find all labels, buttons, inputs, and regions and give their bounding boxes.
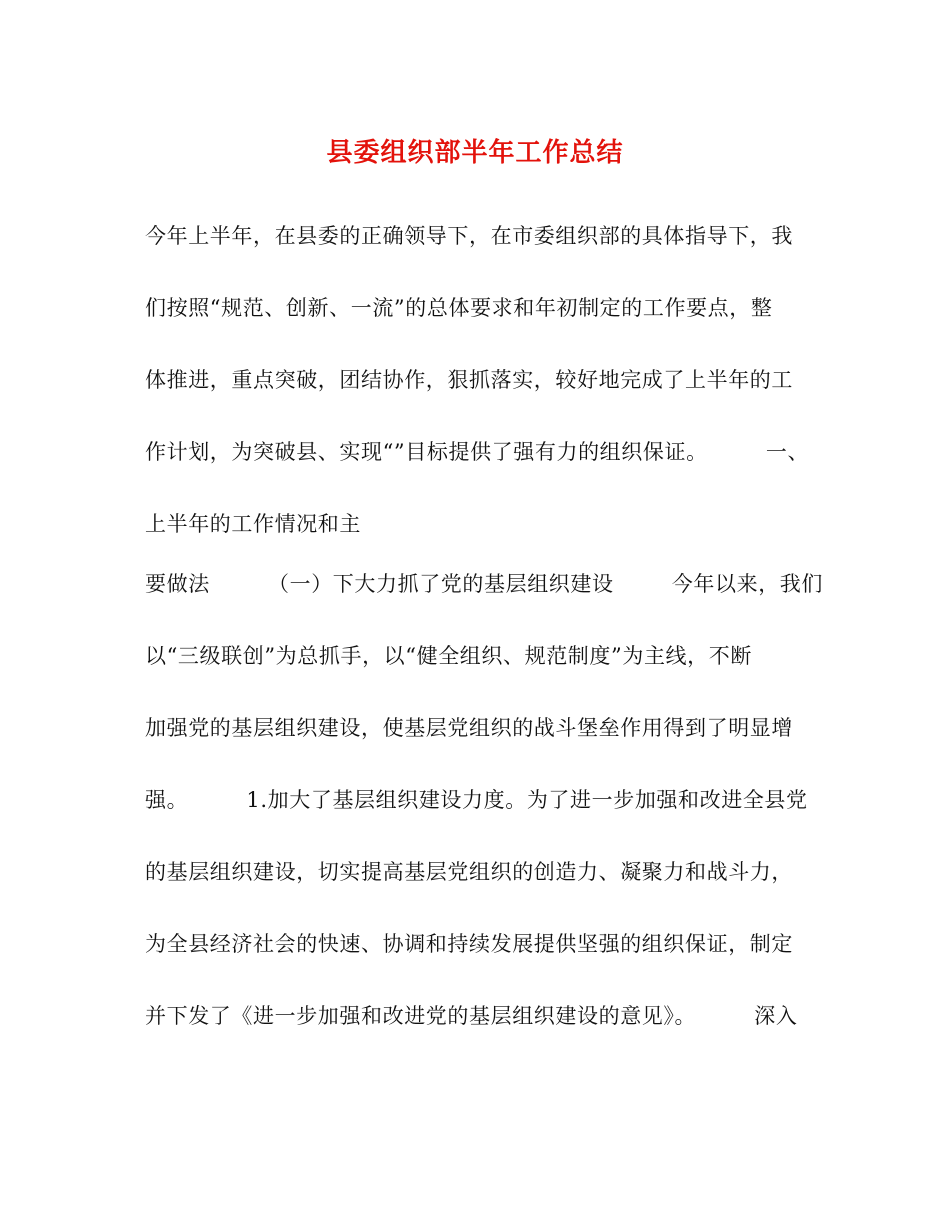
paragraph-line-12: 并下发了《进一步加强和改进党的基层组织建设的意见》。 深入 bbox=[145, 1004, 798, 1028]
paragraph-line-8: 加强党的基层组织建设，使基层党组织的战斗堡垒作用得到了明显增 bbox=[145, 716, 793, 740]
paragraph-line-3: 体推进，重点突破，团结协作，狠抓落实，较好地完成了上半年的工 bbox=[145, 368, 793, 392]
paragraph-line-10: 的基层组织建设，切实提高基层党组织的创造力、凝聚力和战斗力， bbox=[145, 860, 793, 884]
paragraph-line-9: 强。 1.加大了基层组织建设力度。为了进一步加强和改进全县党 bbox=[145, 788, 808, 812]
paragraph-line-11: 为全县经济社会的快速、协调和持续发展提供坚强的组织保证，制定 bbox=[145, 932, 793, 956]
paragraph-line-2: 们按照“规范、创新、一流”的总体要求和年初制定的工作要点，整 bbox=[145, 296, 773, 320]
paragraph-line-7: 以“三级联创”为总抓手，以“健全组织、规范制度”为主线，不断 bbox=[145, 644, 752, 668]
paragraph-line-5: 上半年的工作情况和主 bbox=[145, 512, 361, 536]
paragraph-line-1: 今年上半年，在县委的正确领导下，在市委组织部的具体指导下，我 bbox=[145, 224, 793, 248]
document-title: 县委组织部半年工作总结 bbox=[326, 138, 624, 168]
paragraph-line-6: 要做法 （一）下大力抓了党的基层组织建设 今年以来，我们 bbox=[145, 572, 824, 596]
paragraph-line-4: 作计划，为突破县、实现“”目标提供了强有力的组织保证。 一、 bbox=[145, 440, 810, 464]
